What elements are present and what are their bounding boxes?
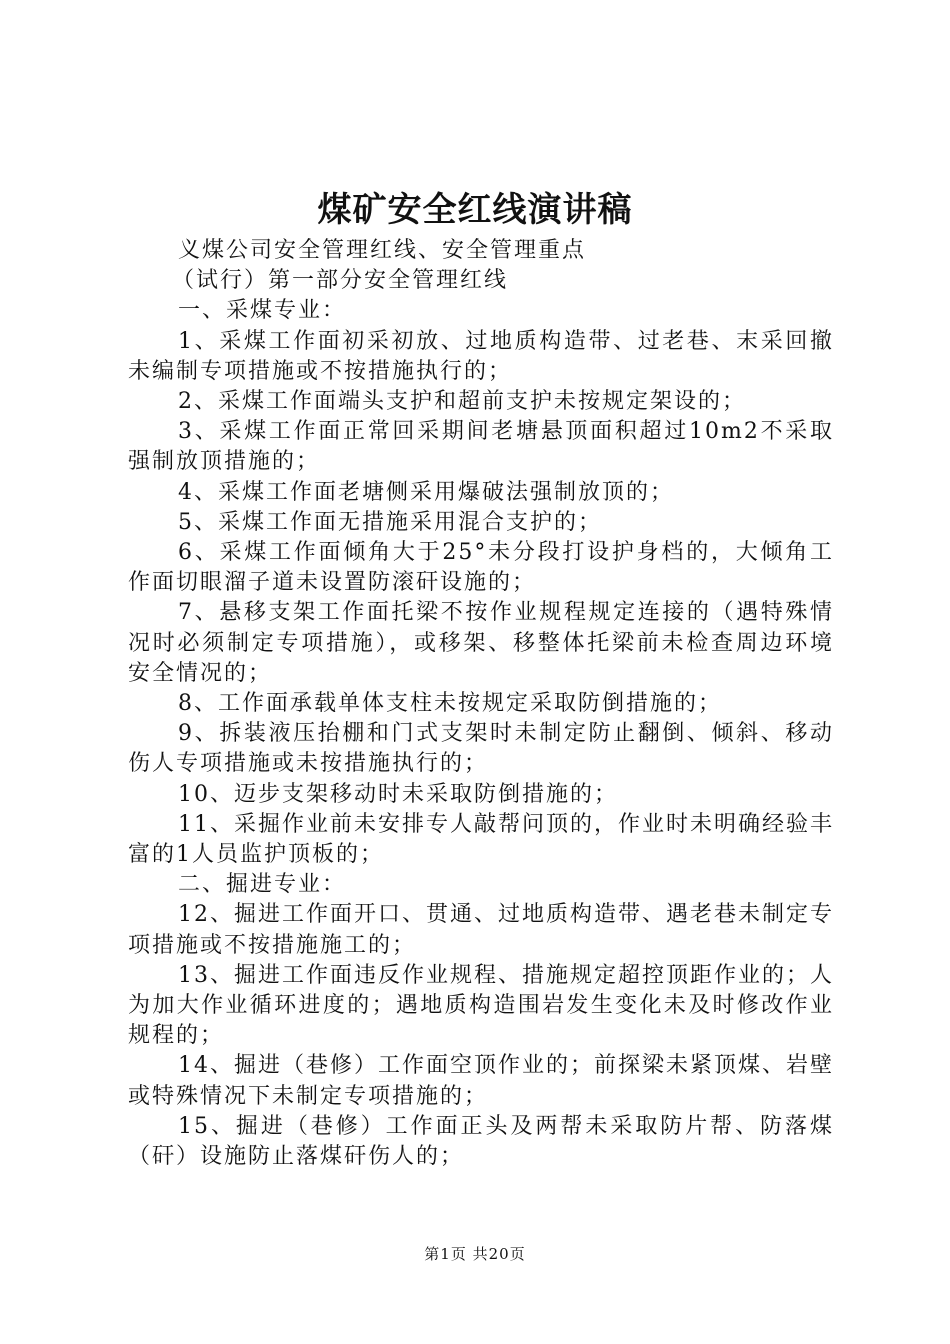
paragraph: 6、采煤工作面倾角大于25°未分段打设护身档的，大倾角工作面切眼溜子道未设置防滚矸设施的； bbox=[128, 540, 834, 596]
paragraph: 11、采掘作业前未安排专人敲帮问顶的，作业时未明确经验丰富的1人员监护顶板的； bbox=[128, 811, 834, 868]
paragraph: 4、采煤工作面老塘侧采用爆破法强制放顶的； bbox=[178, 479, 674, 505]
paragraph: 2、采煤工作面端头支护和超前支护未按规定架设的； bbox=[178, 389, 746, 415]
paragraph: （试行）第一部分安全管理红线 bbox=[172, 268, 509, 294]
paragraph: 13、掘进工作面违反作业规程、措施规定超控顶距作业的；人为加大作业循环进度的；遇地质构造围岩发生变化未及时修改作业规程的； bbox=[128, 962, 834, 1049]
paragraph: 5、采煤工作面无措施采用混合支护的； bbox=[178, 509, 602, 535]
page-footer: 第1页 共20页 bbox=[424, 1245, 526, 1263]
paragraph: 3、采煤工作面正常回采期间老塘悬顶面积超过10m2不采取强制放顶措施的； bbox=[128, 419, 834, 475]
paragraph: 14、掘进（巷修）工作面空顶作业的；前探梁未紧顶煤、岩壁或特殊情况下未制定专项措施的； bbox=[128, 1053, 834, 1109]
section-heading: 一、采煤专业： bbox=[178, 298, 347, 324]
section-heading: 二、掘进专业： bbox=[178, 872, 347, 898]
paragraph: 15、掘进（巷修）工作面正头及两帮未采取防片帮、防落煤（矸）设施防止落煤矸伤人的； bbox=[128, 1113, 834, 1170]
paragraph: 9、拆装液压抬棚和门式支架时未制定防止翻倒、倾斜、移动伤人专项措施或未按措施执行的； bbox=[128, 721, 834, 777]
paragraph: 10、迈步支架移动时未采取防倒措施的； bbox=[178, 781, 618, 807]
paragraph: 义煤公司安全管理红线、安全管理重点 bbox=[178, 238, 587, 263]
paragraph: 1、采煤工作面初采初放、过地质构造带、过老巷、末采回撤未编制专项措施或不按措施执行的； bbox=[128, 328, 834, 384]
paragraph: 8、工作面承载单体支柱未按规定采取防倒措施的； bbox=[178, 691, 722, 717]
paragraph: 7、悬移支架工作面托梁不按作业规程规定连接的（遇特殊情况时必须制定专项措施），或移架、移整体托梁前未检查周边环境安全情况的； bbox=[128, 600, 834, 686]
paragraph: 12、掘进工作面开口、贯通、过地质构造带、遇老巷未制定专项措施或不按措施施工的； bbox=[128, 902, 834, 958]
document-body bbox=[128, 236, 834, 1172]
document-title: 煤矿安全红线演讲稿 bbox=[317, 190, 633, 230]
